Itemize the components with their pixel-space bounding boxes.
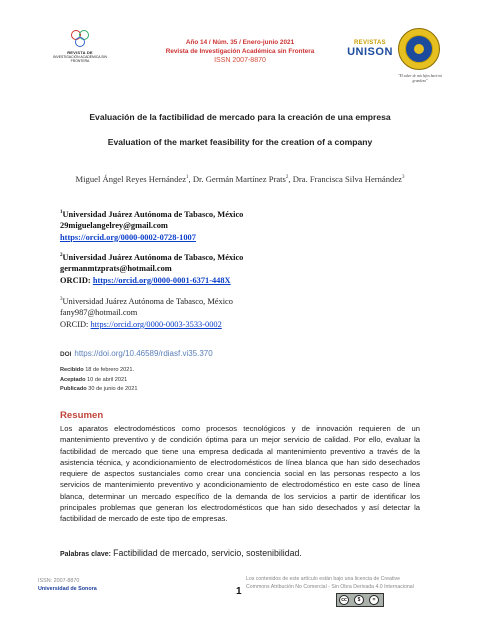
affiliation-3-sup: 3: [60, 297, 63, 302]
journal-logo-line2: INVESTIGACIÓN ACADÉMICA SIN FRONTERA: [53, 55, 107, 63]
journal-name: Revista de Investigación Académica sin Frontera: [165, 48, 315, 55]
affiliation-1-institution: Universidad Juárez Autónoma de Tabasco, México: [62, 209, 244, 219]
footer-license: [246, 576, 446, 591]
keywords: [60, 548, 302, 558]
accepted-label: Aceptado: [60, 376, 86, 383]
affiliation-1-orcid-link[interactable]: https://orcid.org/0000-0002-0728-1007: [60, 232, 196, 242]
journal-logo-line1: REVISTA DE: [67, 50, 93, 55]
affiliation-3-email: fany987@hotmail.com: [60, 308, 138, 318]
author-2: , Dr. Germán Martínez Prats: [188, 173, 286, 184]
doi-line: [60, 349, 213, 358]
affiliation-2: [60, 250, 243, 286]
affiliation-3-institution: Universidad Juárez Autónoma de Tabasco, México: [62, 296, 233, 306]
doi-link[interactable]: https://doi.org/10.46589/rdiasf.vi35.370: [74, 349, 213, 358]
author-3: , Dra. Francisca Silva Hernández: [288, 173, 402, 184]
cc-icon: cc: [339, 595, 349, 605]
affiliation-1: [60, 207, 243, 243]
issue-info: Año 14 / Núm. 35 / Enero-junio 2021: [185, 39, 295, 46]
article-dates: [60, 366, 137, 395]
author-2-sup: 2: [285, 175, 289, 180]
affiliation-3-orcid-link[interactable]: https://orcid.org/0000-0003-3533-0002: [90, 319, 222, 329]
affiliation-3: [60, 294, 233, 330]
title-spanish: Evaluación de la factibilidad de mercado para la creación de una empresa: [89, 112, 391, 122]
received-date: 18 de febrero 2021.: [85, 367, 135, 373]
affiliation-3-orcid-label: ORCID:: [60, 319, 91, 329]
author-1: Miguel Ángel Reyes Hernández: [75, 173, 187, 184]
noderivatives-icon: =: [369, 595, 379, 605]
seal-motto: "El saber de mis hijos hará mi grandeza": [398, 74, 442, 83]
affiliation-1-email: 29miguelangelrey@gmail.com: [60, 221, 168, 231]
abstract-text: Los aparatos electrodomésticos como procesos tecnológicos y de innovación requieren de un mantenimiento preventivo y de condición óptima para un mejor servicio de calidad. Por ello, evaluar la factibilidad de mercado que tiene una empresa dedicada al mantenimiento preventivo a través de la asistencia técnica, y acondicionamiento de electrodomésticos de línea blanca que han sido desechados requiere de aspectos sustanciales como crear una conciencia social en las personas respecto a los servicios de mantenimiento preventivo y acondicionamiento de electrodoméstico en este caso de línea blanca, determinar un mercado específico de la demanda de los servicios a partir de identificar los principales problemas que generan los electrodomésticos que han sido desechados y así detectar la factibilidad de mercado de este tipo de empresas.: [60, 424, 420, 524]
page-number: 1: [236, 586, 242, 597]
license-line-2: Commons Atribución No Comercial - Sin Obra Derivada 4.0 Internacional: [246, 583, 414, 590]
author-list: [60, 172, 420, 185]
received-label: Recibido: [60, 367, 84, 373]
author-1-sup: 1: [186, 175, 189, 180]
accepted-date: 10 de abril 2021: [87, 376, 128, 383]
unison-logo: [345, 40, 395, 58]
published-date: 30 de junio de 2021: [88, 386, 138, 392]
header-issn: ISSN 2007-8870: [214, 57, 266, 64]
unison-logo-main: UNISON: [347, 46, 393, 58]
university-seal: [398, 28, 440, 70]
doi-label: DOI: [60, 351, 72, 358]
noncommercial-icon: $: [354, 595, 364, 605]
author-3-sup: 3: [401, 175, 405, 180]
abstract-heading: Resumen: [60, 410, 104, 421]
license-line-1: Los contenidos de este artículo están bajo una licencia de Creative: [246, 576, 400, 582]
keywords-label: Palabras clave:: [60, 551, 111, 558]
affiliation-2-sup: 2: [60, 253, 63, 258]
affiliation-2-orcid-label: ORCID:: [60, 275, 93, 285]
keywords-value: Factibilidad de mercado, servicio, sostenibilidad.: [113, 548, 302, 558]
footer-left: [38, 577, 97, 593]
journal-header: [130, 38, 350, 65]
creative-commons-badge[interactable]: [336, 593, 384, 607]
published-label: Publicado: [60, 386, 87, 392]
affiliation-2-email: germanmtzprats@hotmail.com: [60, 264, 172, 274]
affiliation-2-institution: Universidad Juárez Autónoma de Tabasco, México: [62, 252, 244, 262]
title-english: Evaluation of the market feasibility for the creation of a company: [107, 137, 373, 147]
footer-university: Universidad de Sonora: [38, 586, 97, 592]
journal-logo-mark: [71, 30, 89, 48]
unison-logo-top: REVISTAS: [354, 40, 386, 46]
affiliation-1-sup: 1: [60, 210, 63, 215]
affiliation-2-orcid-link[interactable]: https://orcid.org/0000-0001-6371-448X: [92, 275, 231, 285]
journal-logo: [50, 30, 110, 63]
footer-issn: ISSN: 2007-8870: [38, 578, 80, 584]
